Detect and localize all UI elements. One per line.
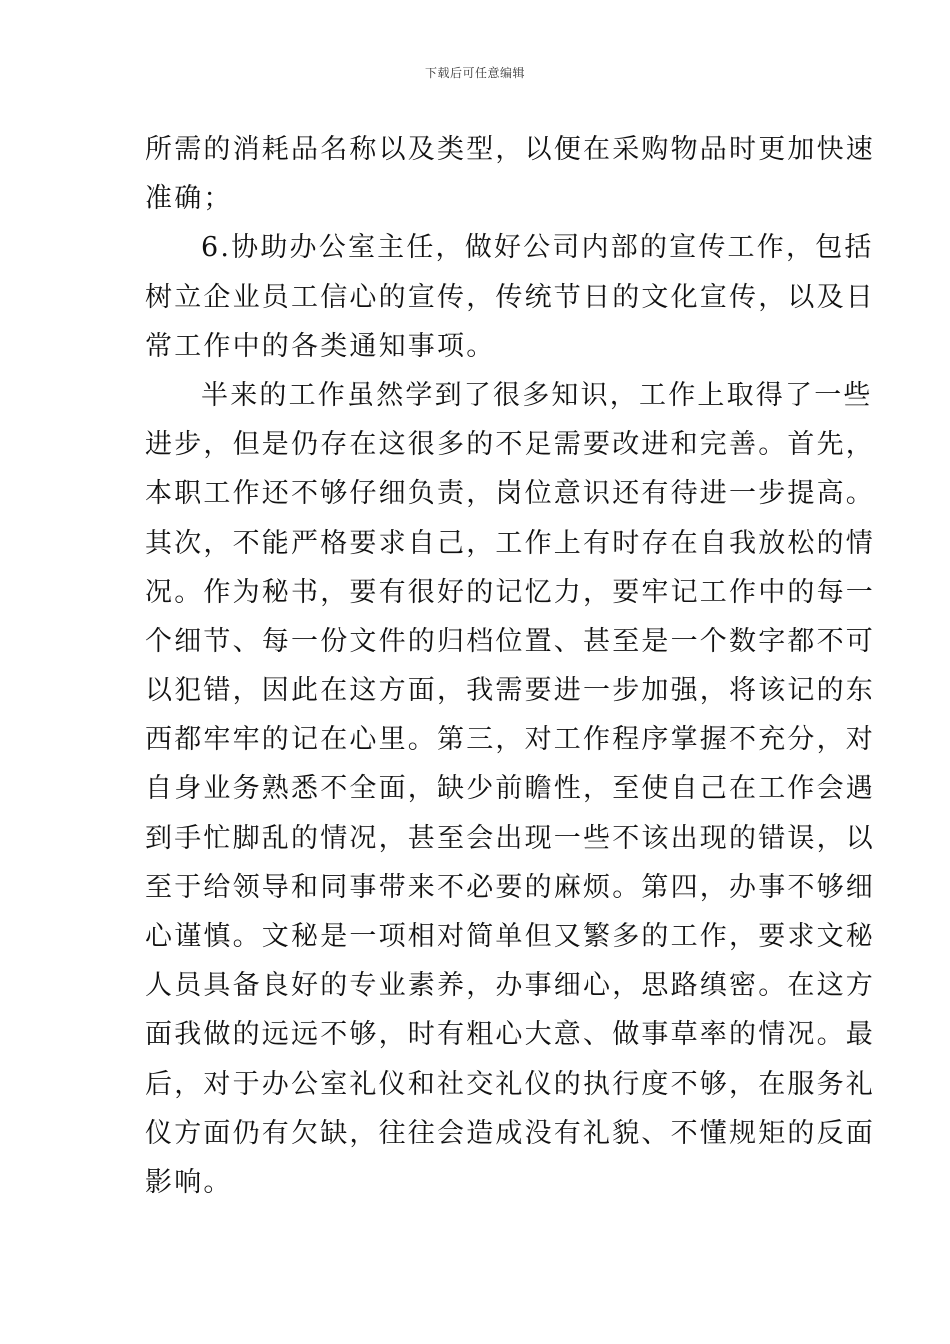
text-line: 心谨慎。文秘是一项相对简单但又繁多的工作，要求文秘 xyxy=(145,921,875,952)
text-line: 以犯错，因此在这方面，我需要进一步加强，将该记的东 xyxy=(145,675,875,707)
text-line: 人员具备良好的专业素养，办事细心，思路缜密。在这方 xyxy=(145,970,875,1002)
text-line: 自身业务熟悉不全面，缺少前瞻性，至使自己在工作会遇 xyxy=(145,773,875,805)
text-line: 本职工作还不够仔细负责，岗位意识还有待进一步提高。 xyxy=(145,478,875,510)
text-line: 进步，但是仍存在这很多的不足需要改进和完善。首先， xyxy=(145,429,875,461)
text-line: 6.协助办公室主任，做好公司内部的宣传工作，包括 xyxy=(201,232,874,264)
text-line: 半来的工作虽然学到了很多知识，工作上取得了一些 xyxy=(201,379,873,411)
text-line: 西都牢牢的记在心里。第三，对工作程序掌握不充分，对 xyxy=(145,724,875,756)
text-line: 影响。 xyxy=(145,1166,233,1198)
text-line: 常工作中的各类通知事项。 xyxy=(145,330,496,362)
text-line: 个细节、每一份文件的归档位置、甚至是一个数字都不可 xyxy=(145,625,875,657)
page-header: 下载后可任意编辑 xyxy=(424,66,525,80)
text-line: 况。作为秘书，要有很好的记忆力，要牢记工作中的每一 xyxy=(145,576,875,608)
text-line: 准确； xyxy=(145,183,233,215)
text-line: 所需的消耗品名称以及类型，以便在采购物品时更加快速 xyxy=(145,134,875,165)
text-line: 至于给领导和同事带来不必要的麻烦。第四，办事不够细 xyxy=(145,871,875,903)
text-line: 面我做的远远不够，时有粗心大意、做事草率的情况。最 xyxy=(145,1019,875,1051)
text-line: 树立企业员工信心的宣传，传统节日的文化宣传，以及日 xyxy=(145,281,875,313)
text-line: 后，对于办公室礼仪和社交礼仪的执行度不够，在服务礼 xyxy=(145,1068,875,1100)
text-line: 到手忙脚乱的情况，甚至会出现一些不该出现的错误，以 xyxy=(145,822,875,854)
document-body xyxy=(145,125,875,1207)
text-line: 其次，不能严格要求自己，工作上有时存在自我放松的情 xyxy=(145,527,875,559)
text-line: 仪方面仍有欠缺，往往会造成没有礼貌、不懂规矩的反面 xyxy=(145,1117,875,1149)
